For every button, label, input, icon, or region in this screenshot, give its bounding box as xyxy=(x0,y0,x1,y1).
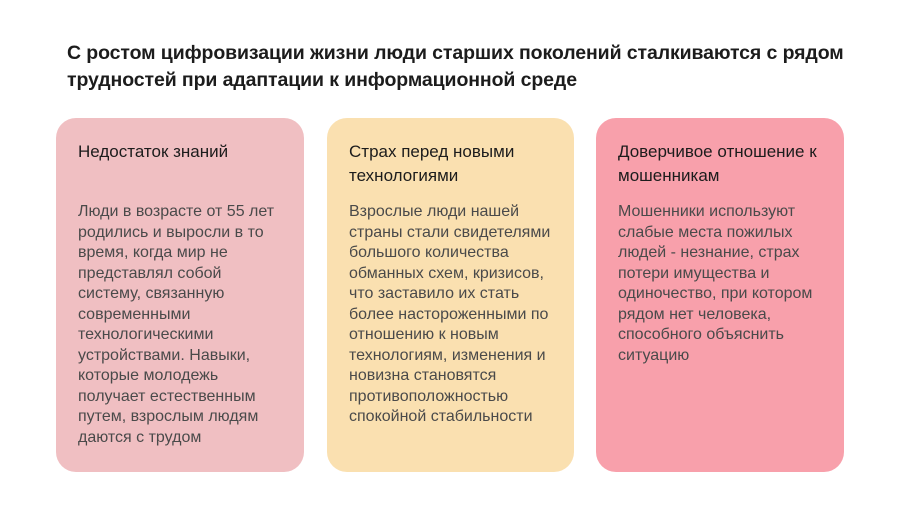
card-fear-of-technology xyxy=(327,118,574,472)
slide-title: С ростом цифровизации жизни люди старших поколений сталкиваются с рядом трудностей при адаптации к информационной среде xyxy=(67,42,844,91)
card-lack-of-knowledge xyxy=(56,118,304,472)
card-heading: Недостаток знаний xyxy=(78,142,229,161)
card-trust-in-fraudsters xyxy=(596,118,844,472)
card-heading: Страх перед новыми технологиями xyxy=(349,142,515,185)
card-body: Взрослые люди нашей страны стали свидетелями большого количества обманных схем, кризисов, что заставило их стать более настороженными по отношению к новым технологиям, изменения и новизна становятся противоположностью спокойной стабильности xyxy=(349,203,551,425)
card-heading: Доверчивое отношение к мошенникам xyxy=(618,142,817,185)
card-body: Люди в возрасте от 55 лет родились и выросли в то время, когда мир не представлял собой систему, связанную современными технологическими устройствами. Навыки, которые молодежь получает естественным путем, взрослым людям даются с трудом xyxy=(78,203,275,446)
card-body: Мошенники используют слабые места пожилых людей - незнание, страх потери имущества и одиночество, при котором рядом нет человека, способного объяснить ситуацию xyxy=(618,203,813,364)
